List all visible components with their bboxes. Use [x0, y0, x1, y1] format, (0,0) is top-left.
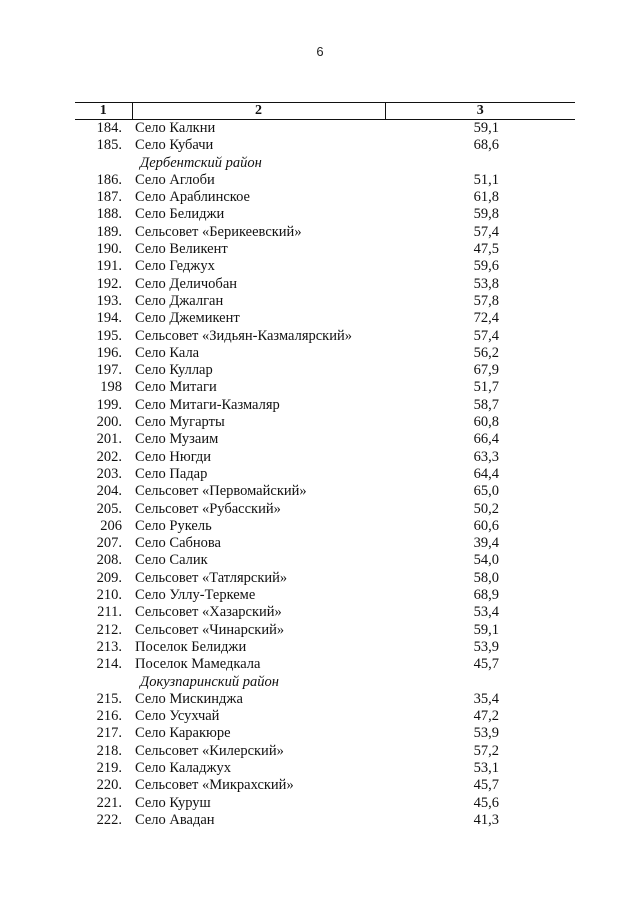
table-row: [75, 466, 575, 483]
settlement-name: Сельсовет «Микрахский»: [135, 777, 294, 794]
table-row: [75, 691, 575, 708]
table-row: [75, 241, 575, 258]
settlement-name: Село Куруш: [135, 794, 211, 811]
row-value: 63,3: [473, 448, 499, 465]
settlement-name: Село Белиджи: [135, 206, 225, 223]
row-number: 211.: [97, 604, 122, 621]
row-number: 198: [100, 379, 122, 396]
row-value: 57,8: [473, 292, 499, 309]
table-body: [75, 120, 575, 830]
row-value: 53,9: [473, 725, 499, 742]
table-row: [75, 725, 575, 742]
row-value: 51,1: [473, 171, 499, 188]
row-value: 65,0: [473, 483, 499, 500]
table-row: [75, 120, 575, 138]
settlement-name: Село Авадан: [135, 811, 215, 828]
settlement-name: Поселок Мамедкала: [135, 656, 261, 673]
row-value: 47,5: [473, 241, 499, 258]
table-row: [75, 795, 575, 812]
row-number: 206: [100, 517, 122, 534]
row-value: 67,9: [473, 362, 499, 379]
row-number: 202.: [96, 448, 122, 465]
row-value: 35,4: [473, 690, 499, 707]
row-value: 58,0: [473, 569, 499, 586]
settlement-name: Село Рукель: [135, 517, 212, 534]
table-row: [75, 552, 575, 569]
table-row: [75, 397, 575, 414]
section-heading-row: [75, 674, 575, 691]
row-number: 188.: [96, 206, 122, 223]
row-number: 197.: [96, 362, 122, 379]
page-number: 6: [316, 44, 324, 59]
row-number: 194.: [96, 310, 122, 327]
settlement-name: Село Куллар: [135, 362, 213, 379]
row-number: 192.: [96, 275, 122, 292]
settlement-name: Село Падар: [135, 465, 208, 482]
section-heading-row: [75, 155, 575, 172]
row-value: 60,8: [473, 414, 499, 431]
row-value: 45,7: [473, 656, 499, 673]
settlement-name: Село Каракюре: [135, 725, 231, 742]
row-number: 185.: [96, 137, 122, 154]
row-number: 208.: [96, 552, 122, 569]
table-row: [75, 431, 575, 448]
table-row: [75, 518, 575, 535]
settlement-name: Сельсовет «Килерский»: [135, 742, 284, 759]
row-number: 220.: [96, 777, 122, 794]
row-number: 189.: [96, 223, 122, 240]
table-row: [75, 760, 575, 777]
table-row: [75, 743, 575, 760]
header-col-3: 3: [385, 103, 575, 120]
table-row: [75, 224, 575, 241]
table-row: [75, 137, 575, 154]
row-value: 57,4: [473, 223, 499, 240]
table-row: [75, 189, 575, 206]
table-row: [75, 414, 575, 431]
table-row: [75, 604, 575, 621]
settlement-name: Село Аглоби: [135, 171, 215, 188]
row-value: 53,8: [473, 275, 499, 292]
row-number: 196.: [96, 344, 122, 361]
row-value: 66,4: [473, 431, 499, 448]
header-col-2: 2: [132, 103, 385, 120]
settlement-name: Село Великент: [135, 241, 228, 258]
row-number: 191.: [96, 258, 122, 275]
table-row: [75, 535, 575, 552]
table-row: [75, 293, 575, 310]
settlement-name: Село Мугарты: [135, 414, 225, 431]
row-number: 193.: [96, 292, 122, 309]
table-row: [75, 501, 575, 518]
table-row: [75, 639, 575, 656]
settlement-name: Село Мискинджа: [135, 690, 243, 707]
table-row: [75, 587, 575, 604]
table-row: [75, 570, 575, 587]
row-number: 201.: [96, 431, 122, 448]
row-value: 50,2: [473, 500, 499, 517]
row-value: 54,0: [473, 552, 499, 569]
settlement-name: Сельсовет «Зидьян-Казмалярский»: [135, 327, 352, 344]
row-number: 218.: [96, 742, 122, 759]
row-number: 190.: [96, 241, 122, 258]
header-col-1: 1: [75, 103, 132, 120]
row-number: 217.: [96, 725, 122, 742]
table-row: [75, 708, 575, 725]
row-number: 207.: [96, 535, 122, 552]
settlement-name: Село Сабнова: [135, 535, 221, 552]
table-row: [75, 362, 575, 379]
settlement-name: Сельсовет «Хазарский»: [135, 604, 282, 621]
section-title: Дербентский район: [140, 154, 262, 171]
settlement-name: Поселок Белиджи: [135, 638, 247, 655]
row-value: 68,6: [473, 137, 499, 154]
table-row: [75, 172, 575, 189]
row-number: 184.: [96, 120, 122, 136]
settlement-name: Село Митаги-Казмаляр: [135, 396, 280, 413]
row-number: 213.: [96, 638, 122, 655]
header-row: [75, 103, 575, 120]
settlement-name: Село Музаим: [135, 431, 219, 448]
settlement-name: Село Кала: [135, 344, 200, 361]
row-value: 57,4: [473, 327, 499, 344]
row-number: 204.: [96, 483, 122, 500]
table-row: [75, 345, 575, 362]
row-value: 61,8: [473, 189, 499, 206]
settlement-name: Село Митаги: [135, 379, 217, 396]
row-number: 186.: [96, 171, 122, 188]
row-number: 209.: [96, 569, 122, 586]
settlement-name: Село Каладжух: [135, 759, 232, 776]
settlement-name: Село Геджух: [135, 258, 215, 275]
table-row: [75, 483, 575, 500]
row-number: 222.: [96, 811, 122, 828]
row-number: 219.: [96, 759, 122, 776]
row-number: 214.: [96, 656, 122, 673]
row-number: 200.: [96, 414, 122, 431]
row-number: 212.: [96, 621, 122, 638]
row-value: 59,1: [473, 120, 499, 136]
row-number: 205.: [96, 500, 122, 517]
table-row: [75, 622, 575, 639]
row-value: 56,2: [473, 344, 499, 361]
settlement-name: Село Джемикент: [135, 310, 240, 327]
row-value: 58,7: [473, 396, 499, 413]
table-row: [75, 777, 575, 794]
settlement-name: Село Салик: [135, 552, 208, 569]
table-header: [75, 103, 575, 120]
row-number: 221.: [96, 794, 122, 811]
row-value: 57,2: [473, 742, 499, 759]
row-number: 187.: [96, 189, 122, 206]
row-value: 51,7: [473, 379, 499, 396]
row-number: 195.: [96, 327, 122, 344]
table-row: [75, 656, 575, 673]
settlement-name: Село Нюгди: [135, 448, 212, 465]
table-row: [75, 258, 575, 275]
settlements-table: [75, 102, 575, 829]
settlement-name: Село Джалган: [135, 292, 224, 309]
row-value: 60,6: [473, 517, 499, 534]
row-value: 53,9: [473, 638, 499, 655]
settlement-name: Село Калкни: [135, 120, 216, 136]
settlement-name: Сельсовет «Чинарский»: [135, 621, 285, 638]
settlement-name: Село Деличобан: [135, 275, 238, 292]
table-row: [75, 812, 575, 829]
row-value: 59,1: [473, 621, 499, 638]
row-value: 45,6: [473, 794, 499, 811]
settlement-name: Село Усухчай: [135, 708, 220, 725]
row-value: 39,4: [473, 535, 499, 552]
row-value: 59,6: [473, 258, 499, 275]
row-number: 216.: [96, 708, 122, 725]
settlement-name: Село Кубачи: [135, 137, 214, 154]
row-value: 53,4: [473, 604, 499, 621]
row-number: 203.: [96, 465, 122, 482]
row-value: 53,1: [473, 759, 499, 776]
settlement-name: Село Уллу-Теркеме: [135, 587, 256, 604]
section-title: Докузпаринский район: [140, 673, 279, 690]
row-value: 45,7: [473, 777, 499, 794]
table-row: [75, 206, 575, 223]
table-row: [75, 310, 575, 327]
row-value: 47,2: [473, 708, 499, 725]
row-value: 59,8: [473, 206, 499, 223]
row-number: 210.: [96, 587, 122, 604]
row-number: 199.: [96, 396, 122, 413]
row-value: 41,3: [473, 811, 499, 828]
table-row: [75, 328, 575, 345]
table-row: [75, 449, 575, 466]
table-row: [75, 276, 575, 293]
table-row: [75, 379, 575, 396]
settlement-name: Сельсовет «Берикеевский»: [135, 223, 302, 240]
settlement-name: Село Араблинское: [135, 189, 250, 206]
row-value: 68,9: [473, 587, 499, 604]
row-number: 215.: [96, 690, 122, 707]
settlement-name: Сельсовет «Первомайский»: [135, 483, 307, 500]
row-value: 64,4: [473, 465, 499, 482]
settlement-name: Сельсовет «Рубасский»: [135, 500, 281, 517]
settlement-name: Сельсовет «Татлярский»: [135, 569, 288, 586]
row-value: 72,4: [473, 310, 499, 327]
